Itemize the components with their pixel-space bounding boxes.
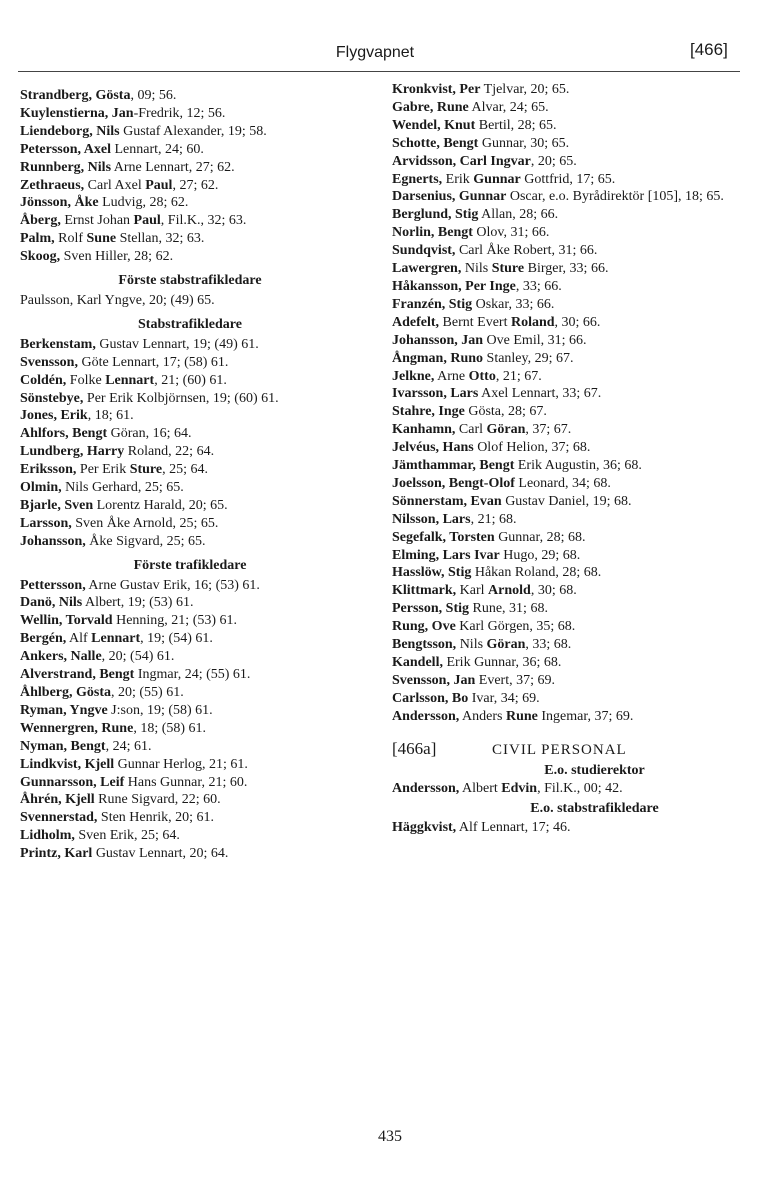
entry-text: Hugo, 29; 68. <box>499 547 581 563</box>
roster-entry <box>20 720 360 738</box>
roster-list <box>392 819 757 837</box>
roster-entry <box>392 511 757 529</box>
entry-name-bold: Kandell, <box>392 655 443 670</box>
entry-text: Nils <box>461 261 492 277</box>
entry-name-bold: Johansson, <box>20 533 86 549</box>
roster-entry <box>392 457 757 475</box>
entry-text: , Fil.K., 00; 42. <box>537 781 623 797</box>
civil-section-title: CIVIL PERSONAL <box>492 741 627 758</box>
entry-name-bold: Paul <box>145 177 173 193</box>
section-heading-eo-stabstrafikledare: E.o. stabstrafikledare <box>530 801 659 817</box>
roster-entry <box>392 547 757 565</box>
entry-name-bold: Lundberg, Harry <box>20 444 125 460</box>
roster-entry <box>392 278 757 296</box>
entry-text: Olov, 31; 66. <box>472 225 550 241</box>
roster-entry <box>20 372 360 390</box>
entry-text: Carl Åke Robert, 31; 66. <box>455 243 598 259</box>
entry-name-bold: Strandberg, Gösta <box>20 88 131 103</box>
entry-text: Leonard, 34; 68. <box>514 475 611 491</box>
roster-entry <box>392 314 757 332</box>
entry-text: Arne Lennart, 27; 62. <box>111 159 235 175</box>
entry-text: Sven Åke Arnold, 25; 65. <box>71 515 219 531</box>
roster-entry <box>392 819 757 837</box>
roster-entry <box>20 230 360 248</box>
roster-entry <box>20 533 360 551</box>
entry-name-bold: Häggkvist, <box>392 820 457 836</box>
roster-entry <box>392 260 757 278</box>
entry-name-bold: Sune <box>86 231 117 247</box>
entry-text: Bernt Evert <box>439 314 511 330</box>
entry-name-bold: Ankers, Nalle <box>20 649 102 665</box>
entry-name-bold: Alverstrand, Bengt <box>20 667 135 683</box>
entry-name-bold: Darsenius, Gunnar <box>392 189 507 205</box>
entry-text: Albert <box>459 781 502 797</box>
section-heading-forste-trafikledare: Förste trafikledare <box>133 557 247 573</box>
roster-entry <box>392 493 757 511</box>
entry-name-bold: Göran <box>486 637 526 653</box>
entry-text: , 19; (54) 61. <box>140 631 213 647</box>
entry-name-bold: Göran <box>486 422 526 438</box>
entry-text: , 20; (55) 61. <box>111 685 184 700</box>
entry-text: , 21; (60) 61. <box>154 372 227 388</box>
roster-entry <box>392 708 757 726</box>
roster-entry <box>392 564 757 582</box>
entry-text: Ove Emil, 31; 66. <box>483 332 587 348</box>
entry-text: , 18; (58) 61. <box>133 720 207 736</box>
entry-name-bold: Wendel, Knut <box>392 117 476 133</box>
entry-text: Olof Helion, 37; 68. <box>473 440 591 456</box>
entry-name-bold: Gabre, Rune <box>392 99 469 115</box>
roster-entry <box>20 577 360 595</box>
roster-entry <box>20 791 360 809</box>
roster-entry <box>20 461 360 479</box>
entry-name-bold: Kuylenstierna, Jan <box>20 105 134 121</box>
roster-entry <box>392 117 757 135</box>
left-column <box>20 87 360 863</box>
roster-entry <box>20 354 360 372</box>
roster-entry <box>20 159 360 177</box>
entry-text: Gustav Daniel, 19; 68. <box>501 493 632 509</box>
entry-name-bold: Edvin <box>501 781 538 797</box>
roster-entry <box>392 439 757 457</box>
entry-text: Lorentz Harald, 20; 65. <box>93 497 228 513</box>
roster-entry <box>20 756 360 774</box>
entry-text: Carl Axel <box>84 177 146 193</box>
entry-text: Karl <box>456 583 489 599</box>
entry-name-bold: Bjarle, Sven <box>20 497 94 513</box>
roster-entry <box>392 654 757 672</box>
header-rule <box>18 71 740 72</box>
roster-entry <box>392 296 757 314</box>
civil-section-code: [466a] <box>392 738 437 758</box>
entry-text: Lennart, 24; 60. <box>110 141 204 157</box>
entry-name-bold: Norlin, Bengt <box>392 225 473 241</box>
roster-entry <box>20 407 360 425</box>
entry-name-bold: Joelsson, Bengt-Olof <box>392 475 515 491</box>
entry-name-bold: Runnberg, Nils <box>20 159 112 175</box>
entry-text: Oskar, 33; 66. <box>472 296 555 312</box>
entry-name-bold: Schotte, Bengt <box>392 135 479 151</box>
entry-text: Axel Lennart, 33; 67. <box>478 386 602 402</box>
roster-entry <box>392 690 757 708</box>
roster-entry <box>20 774 360 792</box>
entry-text: Rune, 31; 68. <box>469 601 548 617</box>
entry-text: , Fil.K., 32; 63. <box>160 213 247 229</box>
entry-name-bold: Roland <box>510 314 555 330</box>
entry-text: , 20; (54) 61. <box>101 649 175 665</box>
entry-name-bold: Rune <box>505 708 538 724</box>
entry-text: , 33; 66. <box>515 278 562 294</box>
entry-name-bold: Bergén, <box>20 631 67 647</box>
entry-text: Birger, 33; 66. <box>524 261 609 277</box>
roster-entry <box>20 425 360 443</box>
entry-text: Per Erik <box>76 462 130 478</box>
entry-name-bold: Sundqvist, <box>392 243 456 259</box>
roster-entry <box>20 648 360 666</box>
entry-text: , 37; 67. <box>525 422 572 438</box>
entry-text: , 20; 65. <box>530 153 577 169</box>
entry-name-bold: Nilsson, Lars <box>392 511 471 527</box>
entry-name-bold: Håkansson, Per Inge <box>392 278 516 294</box>
entry-name-bold: Elming, Lars Ivar <box>392 547 500 563</box>
roster-entry <box>20 666 360 684</box>
roster-entry <box>20 177 360 195</box>
entry-text: Nils Gerhard, 25; 65. <box>61 480 184 496</box>
entry-text: Sven Hiller, 28; 62. <box>60 249 174 265</box>
right-column <box>392 81 757 837</box>
entry-name-bold: Berglund, Stig <box>392 207 479 223</box>
entry-text: Gustav Lennart, 20; 64. <box>92 846 229 862</box>
entry-text: Anders <box>459 708 506 724</box>
roster-entry <box>20 497 360 515</box>
roster-entry <box>20 194 360 212</box>
entry-name-bold: Larsson, <box>20 515 72 531</box>
running-header-title: Flygvapnet <box>335 44 415 61</box>
roster-entry <box>20 809 360 827</box>
roster-entry <box>20 702 360 720</box>
entry-text: , 27; 62. <box>172 177 219 193</box>
roster-entry <box>20 515 360 533</box>
entry-text: Ingemar, 37; 69. <box>537 708 634 724</box>
entry-text: Håkan Roland, 28; 68. <box>471 565 602 581</box>
roster-entry <box>20 292 360 310</box>
entry-name-bold: Lindkvist, Kjell <box>20 756 115 772</box>
roster-entry <box>392 618 757 636</box>
entry-text: Ingmar, 24; (55) 61. <box>134 667 251 683</box>
entry-text: Nils <box>456 637 487 653</box>
entry-name-bold: Andersson, <box>392 781 460 797</box>
entry-text: , 21; 68. <box>470 511 517 527</box>
roster-entry <box>20 738 360 756</box>
entry-name-bold: Svensson, Jan <box>392 672 476 688</box>
entry-name-bold: Nyman, Bengt <box>20 738 106 754</box>
entry-name-bold: Sönstebye, <box>20 390 84 406</box>
roster-list <box>392 780 757 798</box>
entry-name-bold: Coldén, <box>20 372 67 388</box>
entry-name-bold: Printz, Karl <box>20 846 93 862</box>
entry-text: Evert, 37; 69. <box>475 672 555 688</box>
entry-text: Arne Gustav Erik, 16; (53) 61. <box>85 577 260 593</box>
entry-name-bold: Jelkne, <box>392 368 435 384</box>
roster-entry <box>392 224 757 242</box>
roster-entry <box>392 475 757 493</box>
entry-text: Ivar, 34; 69. <box>468 690 540 706</box>
roster-entry <box>392 368 757 386</box>
entry-name-bold: Franzén, Stig <box>392 296 473 312</box>
entry-name-bold: Johansson, Jan <box>392 332 484 348</box>
entry-text: Åke Sigvard, 25; 65. <box>85 533 206 549</box>
entry-text: Rune Sigvard, 22; 60. <box>94 792 221 808</box>
roster-entry <box>20 443 360 461</box>
entry-text: Ludvig, 28; 62. <box>98 195 189 211</box>
roster-list <box>20 577 360 864</box>
entry-name-bold: Åhrén, Kjell <box>20 792 95 808</box>
roster-entry <box>20 612 360 630</box>
roster-entry <box>20 827 360 845</box>
roster-entry <box>20 684 360 702</box>
entry-text: Gustaf Alexander, 19; 58. <box>119 123 267 139</box>
entry-name-bold: Gunnar <box>473 171 521 187</box>
entry-text: Allan, 28; 66. <box>478 207 559 223</box>
entry-text: Ernst Johan <box>60 213 134 229</box>
entry-text: , 18; 61. <box>87 408 134 424</box>
entry-text: Albert, 19; (53) 61. <box>82 595 194 611</box>
entry-name-bold: Lennart <box>105 372 155 388</box>
entry-text: Gottfrid, 17; 65. <box>520 171 616 187</box>
entry-text: Bertil, 28; 65. <box>475 117 557 133</box>
entry-text: Paulsson, Karl Yngve, 20; (49) 65. <box>20 292 215 308</box>
roster-entry <box>392 582 757 600</box>
entry-text: Gösta, 28; 67. <box>464 404 547 420</box>
entry-text: -Fredrik, 12; 56. <box>133 105 226 121</box>
entry-text: Alvar, 24; 65. <box>468 99 549 115</box>
roster-entry <box>20 87 360 105</box>
entry-text: Sten Henrik, 20; 61. <box>97 810 215 826</box>
entry-name-bold: Åhlberg, Gösta <box>20 685 111 700</box>
entry-text: Henning, 21; (53) 61. <box>112 613 238 629</box>
entry-name-bold: Kronkvist, Per <box>392 82 481 97</box>
roster-entry <box>392 171 757 189</box>
entry-text: Sven Erik, 25; 64. <box>74 828 180 844</box>
entry-text: Göran, 16; 64. <box>107 426 192 442</box>
roster-entry <box>392 188 757 206</box>
entry-text: , 33; 68. <box>525 637 572 653</box>
roster-entry <box>392 350 757 368</box>
entry-name-bold: Egnerts, <box>392 171 443 187</box>
entry-text: Roland, 22; 64. <box>124 444 215 460</box>
entry-name-bold: Rung, Ove <box>392 619 456 635</box>
entry-name-bold: Liendeborg, Nils <box>20 123 120 139</box>
entry-name-bold: Zethraeus, <box>20 177 85 193</box>
roster-entry <box>392 780 757 798</box>
roster-entry <box>20 123 360 141</box>
entry-text: , 30; 66. <box>554 314 601 330</box>
entry-text: Per Erik Kolbjörnsen, 19; (60) 61. <box>83 390 279 406</box>
roster-entry <box>392 332 757 350</box>
entry-text: Oscar, e.o. Byrådirektör [105], 18; 65. <box>506 189 724 205</box>
roster-entry <box>20 390 360 408</box>
roster-entry <box>392 153 757 171</box>
roster-entry <box>20 336 360 354</box>
roster-entry <box>392 403 757 421</box>
entry-text: , 21; 67. <box>495 368 542 384</box>
entry-text: Gunnar, 28; 68. <box>494 529 586 545</box>
entry-text: Carl <box>455 422 487 438</box>
entry-name-bold: Lidholm, <box>20 828 75 844</box>
entry-name-bold: Ivarsson, Lars <box>392 386 479 402</box>
entry-text: Folke <box>66 372 106 388</box>
roster-entry <box>392 529 757 547</box>
entry-name-bold: Carlsson, Bo <box>392 690 469 706</box>
entry-name-bold: Jämthammar, Bengt <box>392 458 515 474</box>
entry-name-bold: Sture <box>491 261 525 277</box>
entry-text: Tjelvar, 20; 65. <box>480 82 570 97</box>
roster-entry <box>20 212 360 230</box>
entry-name-bold: Paul <box>133 213 161 229</box>
entry-text: , 09; 56. <box>130 88 177 103</box>
roster-entry <box>392 600 757 618</box>
entry-name-bold: Ryman, Yngve <box>20 702 108 718</box>
entry-text: Erik <box>442 171 474 187</box>
entry-name-bold: Wellin, Torvald <box>20 613 113 629</box>
entry-name-bold: Ahlfors, Bengt <box>20 426 108 442</box>
entry-text: Karl Görgen, 35; 68. <box>455 619 576 635</box>
entry-text: Göte Lennart, 17; (58) 61. <box>77 354 229 370</box>
entry-name-bold: Danö, Nils <box>20 595 83 611</box>
roster-entry <box>392 636 757 654</box>
entry-name-bold: Wennergren, Rune <box>20 720 134 736</box>
entry-name-bold: Sture <box>129 462 163 478</box>
roster-entry <box>20 105 360 123</box>
entry-name-bold: Andersson, <box>392 708 460 724</box>
entry-name-bold: Petersson, Axel <box>20 141 111 157</box>
entry-name-bold: Bengtsson, <box>392 637 457 653</box>
roster-list <box>20 292 360 310</box>
entry-name-bold: Persson, Stig <box>392 601 469 617</box>
roster-list <box>392 81 757 726</box>
entry-text: Arne <box>434 368 469 384</box>
roster-entry <box>392 206 757 224</box>
roster-list <box>20 87 360 266</box>
entry-name-bold: Palm, <box>20 231 55 247</box>
roster-entry <box>392 242 757 260</box>
roster-entry <box>392 672 757 690</box>
roster-entry <box>392 135 757 153</box>
entry-name-bold: Klittmark, <box>392 583 457 599</box>
entry-text: Rolf <box>54 231 87 247</box>
entry-name-bold: Arvidsson, Carl Ingvar <box>392 153 531 169</box>
entry-text: J:son, 19; (58) 61. <box>107 702 213 718</box>
roster-entry <box>20 141 360 159</box>
entry-text: Gunnar Herlog, 21; 61. <box>114 756 248 772</box>
entry-name-bold: Arnold <box>488 583 531 599</box>
entry-name-bold: Jelvéus, Hans <box>392 440 474 456</box>
entry-text: Alf <box>66 631 92 647</box>
entry-text: Hans Gunnar, 21; 60. <box>124 774 248 790</box>
entry-name-bold: Svensson, <box>20 354 78 370</box>
entry-text: Erik Augustin, 36; 68. <box>514 458 642 474</box>
roster-list <box>20 336 360 551</box>
entry-text: Alf Lennart, 17; 46. <box>456 820 571 836</box>
roster-entry <box>20 248 360 266</box>
entry-name-bold: Hasslöw, Stig <box>392 565 472 581</box>
roster-entry <box>20 479 360 497</box>
roster-entry <box>20 594 360 612</box>
entry-name-bold: Adefelt, <box>392 314 440 330</box>
section-code: [466] <box>690 40 728 59</box>
section-heading-studierektor: E.o. studierektor <box>544 762 645 778</box>
roster-entry <box>392 99 757 117</box>
entry-name-bold: Stahre, Inge <box>392 404 465 420</box>
entry-name-bold: Eriksson, <box>20 462 77 478</box>
entry-name-bold: Åberg, <box>20 213 61 229</box>
entry-name-bold: Segefalk, Torsten <box>392 529 495 545</box>
entry-name-bold: Jönsson, Åke <box>20 195 99 211</box>
entry-text: Stanley, 29; 67. <box>483 350 574 366</box>
entry-text: , 25; 64. <box>162 462 208 478</box>
roster-entry <box>392 385 757 403</box>
entry-name-bold: Sönnerstam, Evan <box>392 493 502 509</box>
entry-text: Gustav Lennart, 19; (49) 61. <box>95 336 259 352</box>
entry-name-bold: Jones, Erik <box>20 408 88 424</box>
entry-name-bold: Svennerstad, <box>20 810 98 826</box>
roster-entry <box>392 421 757 439</box>
entry-name-bold: Ångman, Runo <box>392 350 484 366</box>
section-heading-forste-stabstrafikledare: Förste stabstrafikledare <box>118 273 262 289</box>
entry-name-bold: Otto <box>468 368 496 384</box>
entry-text: , 30; 68. <box>530 583 577 599</box>
entry-name-bold: Lawergren, <box>392 261 462 277</box>
entry-text: Gunnar, 30; 65. <box>478 135 570 151</box>
entry-name-bold: Gunnarsson, Leif <box>20 774 125 790</box>
entry-name-bold: Berkenstam, <box>20 336 96 352</box>
roster-entry <box>20 845 360 863</box>
roster-entry <box>20 630 360 648</box>
entry-name-bold: Olmin, <box>20 480 62 496</box>
entry-name-bold: Pettersson, <box>20 577 86 593</box>
entry-name-bold: Kanhamn, <box>392 422 456 438</box>
page-number: 435 <box>378 1128 402 1145</box>
entry-name-bold: Lennart <box>91 631 141 647</box>
entry-text: , 24; 61. <box>105 738 152 754</box>
civil-section-header <box>392 740 757 760</box>
entry-text: Stellan, 32; 63. <box>116 231 205 247</box>
entry-name-bold: Skoog, <box>20 249 61 265</box>
roster-entry <box>392 81 757 99</box>
entry-text: Erik Gunnar, 36; 68. <box>442 655 562 670</box>
section-heading-stabstrafikledare: Stabstrafikledare <box>138 316 242 332</box>
